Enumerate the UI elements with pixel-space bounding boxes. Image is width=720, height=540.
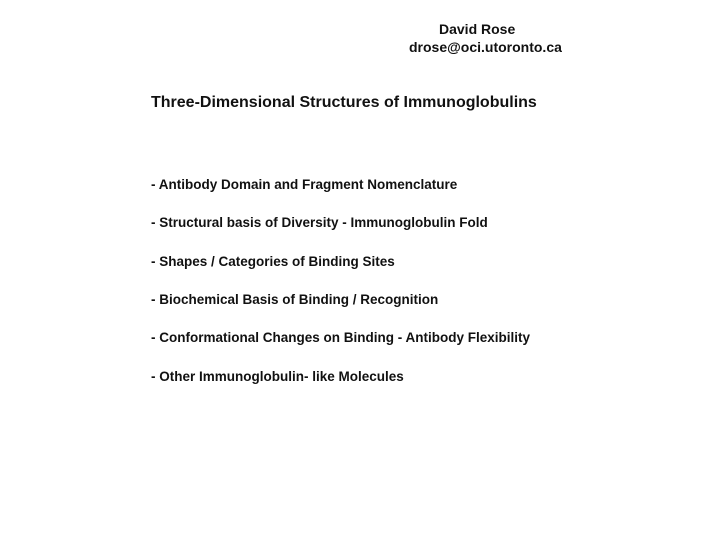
author-email: drose@oci.utoronto.ca [409, 39, 562, 55]
bullet-item: - Antibody Domain and Fragment Nomenclature [151, 177, 458, 192]
bullet-item: - Other Immunoglobulin- like Molecules [151, 369, 404, 384]
author-name: David Rose [439, 21, 516, 37]
bullet-item: - Conformational Changes on Binding - Antibody Flexibility [151, 330, 530, 345]
bullet-item: - Biochemical Basis of Binding / Recognition [151, 292, 439, 307]
slide-title: Three-Dimensional Structures of Immunoglobulins [151, 94, 537, 111]
bullet-item: - Shapes / Categories of Binding Sites [151, 254, 395, 269]
bullet-item: - Structural basis of Diversity - Immunoglobulin Fold [151, 215, 488, 230]
